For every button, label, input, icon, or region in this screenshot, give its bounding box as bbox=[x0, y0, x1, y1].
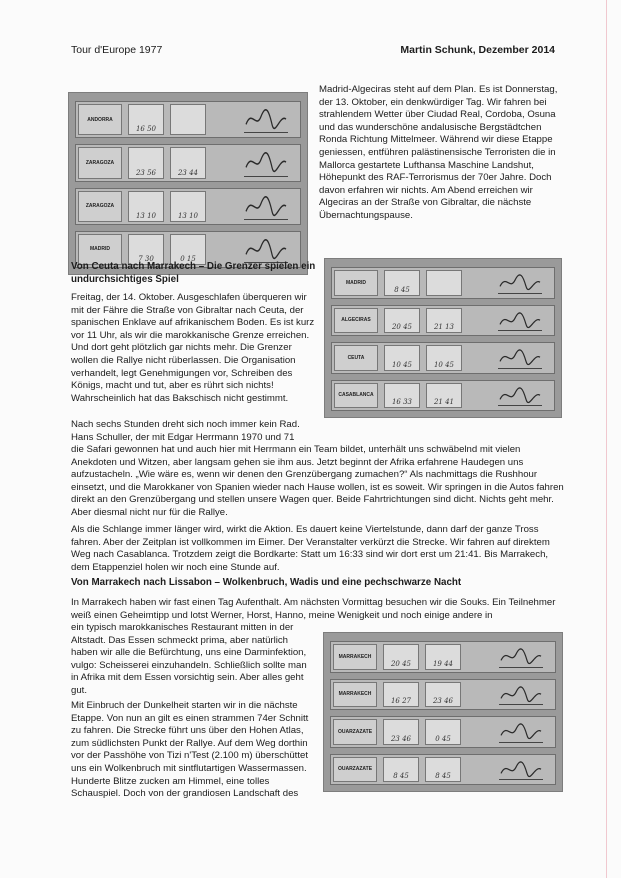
signature-icon bbox=[499, 646, 543, 668]
signature-icon bbox=[498, 272, 542, 294]
signature-icon bbox=[498, 310, 542, 332]
page-edge-line bbox=[606, 0, 607, 878]
scan-row-time-2: 21 13 bbox=[426, 308, 462, 334]
scan-row-time-1: 16 50 bbox=[128, 104, 164, 135]
scan-row-time-2 bbox=[426, 270, 462, 296]
scan-row-time-2: 0 15 bbox=[170, 234, 206, 265]
scan-row-place: MADRID bbox=[334, 270, 378, 296]
scan-row-time-2: 8 45 bbox=[425, 757, 461, 783]
scan-row-time-1: 7 30 bbox=[128, 234, 164, 265]
section2-paragraph-1b: ein typisch marokkanisches Restaurant mitten in der Altstadt. Das Essen schmeckt prima, aber natürlich haben wir alle die Befürchtung, uns eine Darminfektion, vulgo: Scheisserei einzuhandeln. Schließlich sollte man in Afrika mit dem Essen vorsichtig sein. Aber alles geht gut. bbox=[71, 622, 307, 696]
scan-row-time-1: 8 45 bbox=[383, 757, 419, 783]
bordkarte-scan-3 bbox=[323, 632, 563, 792]
signature-icon bbox=[499, 684, 543, 706]
signature-icon bbox=[498, 347, 542, 369]
scan-row-place: CASABLANCA bbox=[334, 383, 378, 409]
scan-row bbox=[75, 188, 301, 225]
scan-row bbox=[330, 679, 556, 711]
bordkarte-scan-2 bbox=[324, 258, 562, 418]
scan-row bbox=[330, 641, 556, 673]
scan-row-time-2: 23 44 bbox=[170, 147, 206, 178]
scan-row-time-1: 16 27 bbox=[383, 682, 419, 708]
scan-row-time-1: 23 46 bbox=[383, 719, 419, 745]
signature-icon bbox=[244, 149, 288, 176]
scan-row-place: OUARZAZATE bbox=[333, 719, 377, 745]
scan-row-time-1: 23 56 bbox=[128, 147, 164, 178]
intro-paragraph: Madrid-Algeciras steht auf dem Plan. Es ist Donnerstag, der 13. Oktober, ein denkwürdiger Tag. Wir fahren bei strahlendem Wetter über Ciudad Real, Cordoba, Osuna und das wunderschöne andalusische Bergstädtchen Ronda Richtung Mittelmeer. Während wir diese Etappe geniessen, entführen palästinensische Terroristen die in Mallorca gestartete Lufthansa Maschine Landshut, Höhepunkt des RAF-Terrorismus der 70er Jahre. Doch davon erfahren wir nichts. Am Abend erreichen wir Algeciras an der Straße von Gibraltar, die nächste Übernachtungspause. bbox=[319, 84, 558, 221]
scan-row bbox=[331, 305, 555, 337]
scan-row-time-1: 16 33 bbox=[384, 383, 420, 409]
scan-row-time-2: 0 45 bbox=[425, 719, 461, 745]
scan-row-time-2: 19 44 bbox=[425, 644, 461, 670]
section2-paragraph-2: Mit Einbruch der Dunkelheit starten wir in die nächste Etappe. Von nun an gilt es einen strammen 74er Schnitt zu fahren. Die Strecke führt uns über den Hohen Atlas, zum südlichsten Punkt der Rallye. Auf dem Weg dorthin vor der Passhöhe von Tizi n'Test (2.100 m) überschüttet uns ein Wolkenbruch mit sintflutartigen Wassermassen. Hunderte Blitze zucken am Himmel, eine tolles Schauspiel. Doch von der grandiosen Landschaft des bbox=[71, 700, 309, 800]
signature-icon bbox=[244, 236, 288, 263]
scan-row-place: MADRID bbox=[78, 234, 122, 265]
scan-row-time-2: 10 45 bbox=[426, 345, 462, 371]
header-left: Tour d'Europe 1977 bbox=[71, 44, 163, 56]
signature-icon bbox=[244, 106, 288, 133]
scan-row-place: ANDORRA bbox=[78, 104, 122, 135]
scan-row bbox=[331, 380, 555, 412]
signature-icon bbox=[499, 759, 543, 781]
scan-row-place: ZARAGOZA bbox=[78, 191, 122, 222]
scan-row bbox=[331, 267, 555, 299]
section1-paragraph-3: Als die Schlange immer länger wird, wirkt die Aktion. Es dauert keine Viertelstunde, dann darf der ganze Tross fahren. Aber der Zeitplan ist vollkommen im Eimer. Der Veranstalter verkürzt die Strecke. Wir fahren auf direktem Weg nach Casablanca. Trotzdem zeigt die Bordkarte: Statt um 16:33 sind wir dort erst um 21:41. Bis Marrakech, dem Etappenziel holen wir noch eine Stunde auf. bbox=[71, 524, 550, 573]
bordkarte-scan-1 bbox=[68, 92, 308, 275]
scan-row bbox=[75, 101, 301, 138]
scan-row-place: MARRAKECH bbox=[333, 682, 377, 708]
section2-paragraph-1a: In Marrakech haben wir fast einen Tag Aufenthalt. Am nächsten Vormittag besuchen wir die Souks. Ein Teilnehmer weiß einen Geheimtipp und lotst Werner, Horst, Hanno, meine Wenigkeit und noch einige andere in bbox=[71, 597, 556, 621]
scan-row-time-1: 20 45 bbox=[383, 644, 419, 670]
signature-icon bbox=[499, 721, 543, 743]
scan-row-time-1: 8 45 bbox=[384, 270, 420, 296]
header-right: Martin Schunk, Dezember 2014 bbox=[400, 44, 555, 56]
scan-row bbox=[330, 716, 556, 748]
scan-row-place: OUARZAZATE bbox=[333, 757, 377, 783]
scan-row-place: CEUTA bbox=[334, 345, 378, 371]
scan-row bbox=[75, 144, 301, 181]
scan-row-time-2: 13 10 bbox=[170, 191, 206, 222]
scan-row-place: MARRAKECH bbox=[333, 644, 377, 670]
scan-row bbox=[331, 342, 555, 374]
section1-paragraph-2b: die Safari gewonnen hat und auch hier mit Herrmann ein Team bildet, unterhält uns schwäbelnd mit vielen Anekdoten und Witzen, aber langsam gehen sie ihm aus. Jetzt beginnt der Afrika erfahrene Haudegen uns aufzustacheln. „Wie wäre es, wenn wir denen den Grenzübergang zumachen?“ Als nachmittags die Rushhour einsetzt, und die Marokkaner von Spanien wieder nach Hause wollen, ist es soweit. Wir springen in die Autos fahren direkt an den Grenzübergang und stellen unsere Wagen quer. Beide Fahrtrichtungen sind dicht. Nichts geht mehr. Aber diesmal nicht nur für die Rallye. bbox=[71, 444, 564, 518]
scan-row-place: ALGECIRAS bbox=[334, 308, 378, 334]
section1-paragraph-2a: Nach sechs Stunden dreht sich noch immer kein Rad. Hans Schuller, der mit Edgar Herrmann 1970 und 71 bbox=[71, 419, 300, 443]
signature-icon bbox=[244, 193, 288, 220]
scan-row-time-2 bbox=[170, 104, 206, 135]
scan-row-time-2: 23 46 bbox=[425, 682, 461, 708]
scan-row-time-1: 13 10 bbox=[128, 191, 164, 222]
section1-paragraph-1: Freitag, der 14. Oktober. Ausgeschlafen überqueren wir mit der Fähre die Straße von Gibraltar nach Ceuta, der spanischen Enklave auf afrikanischem Boden. Es ist kurz vor 11 Uhr, als wir die marokkanische Grenze erreichen. Und dort geht plötzlich gar nichts mehr. Die Grenzer wollen die Rallye nicht rüberlassen. Die Organisation verhandelt, legt Genehmigungen vor, Schreiben des Königs, macht und tut, aber es rührt sich nichts! Wahrscheinlich hat das Bakschisch nicht gestimmt. bbox=[71, 292, 315, 404]
scan-row-place: ZARAGOZA bbox=[78, 147, 122, 178]
section2-heading: Von Marrakech nach Lissabon – Wolkenbruch, Wadis und eine pechschwarze Nacht bbox=[71, 577, 462, 588]
scan-row bbox=[330, 754, 556, 786]
scan-row-time-1: 10 45 bbox=[384, 345, 420, 371]
scan-row-time-1: 20 45 bbox=[384, 308, 420, 334]
section1-heading: Von Ceuta nach Marrakech – Die Grenzer spielen ein undurchsichtiges Spiel bbox=[71, 261, 316, 285]
scan-row-time-2: 21 41 bbox=[426, 383, 462, 409]
signature-icon bbox=[498, 385, 542, 407]
